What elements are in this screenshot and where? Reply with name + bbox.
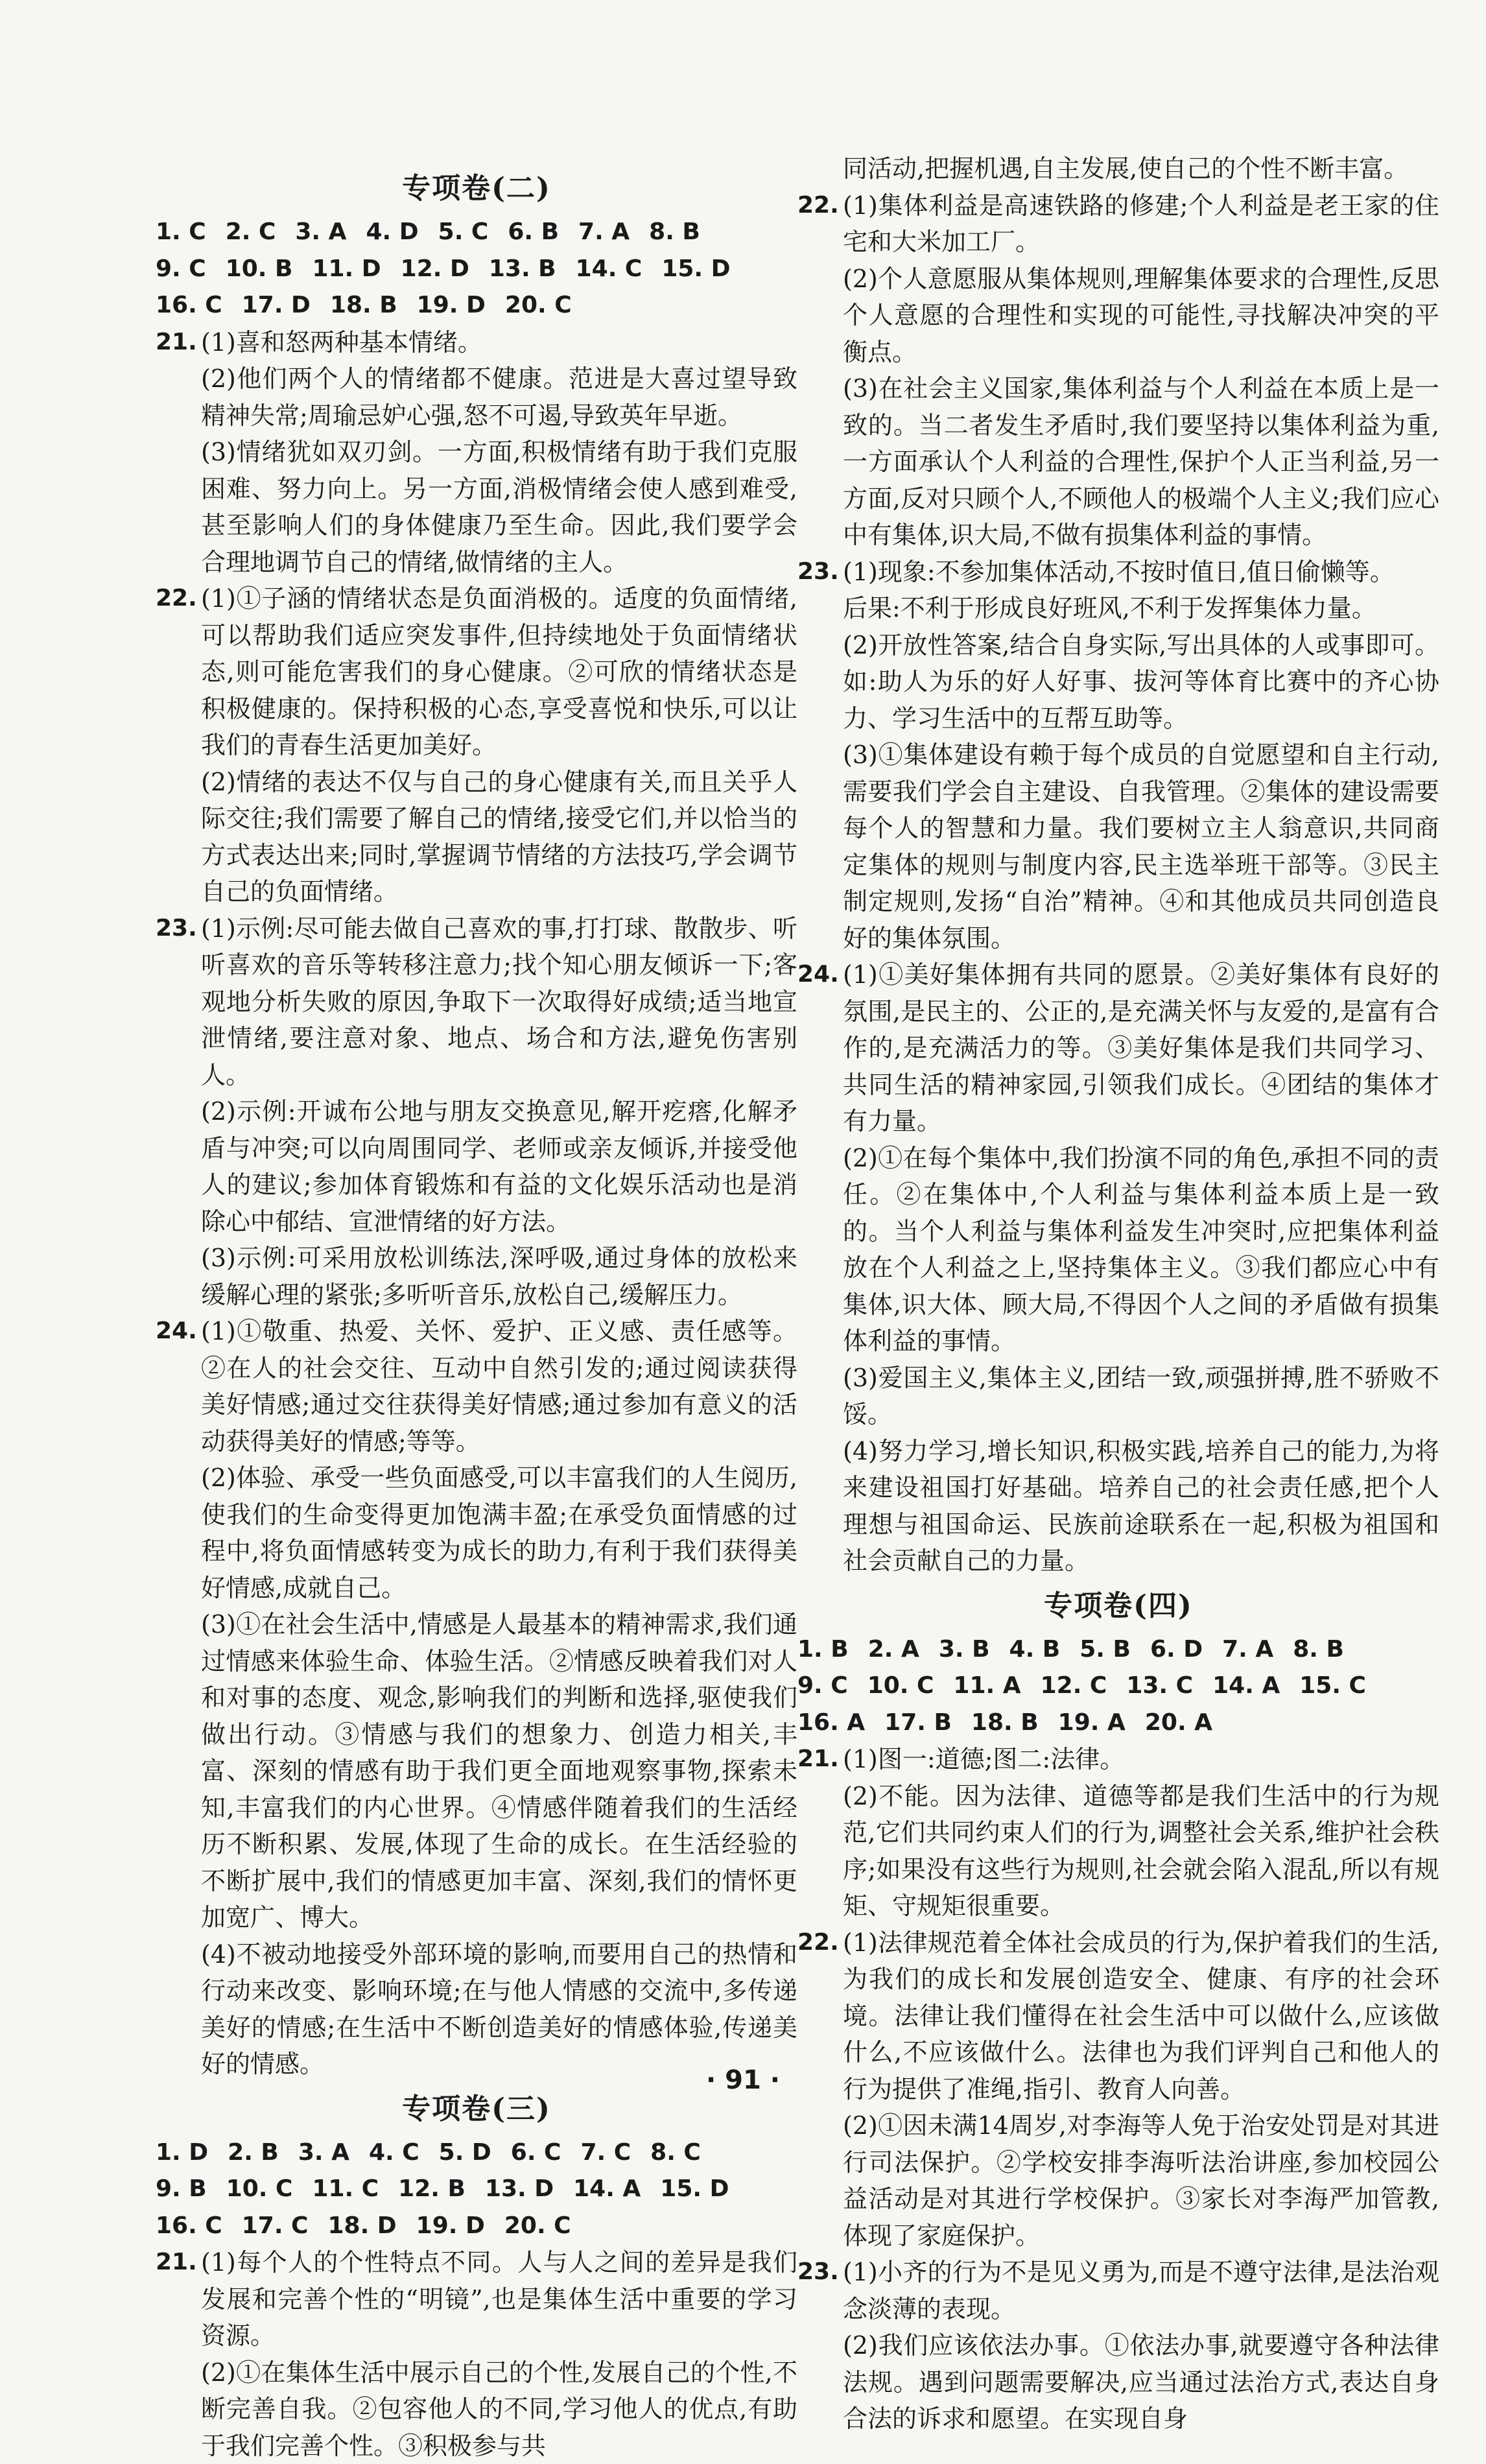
answer-item: 14. C bbox=[576, 255, 643, 282]
answer-item: 6. B bbox=[508, 219, 559, 245]
answer-item: 14. A bbox=[1212, 1672, 1280, 1699]
answer-paragraph: (2)示例:开诚布公地与朋友交换意见,解开疙瘩,化解矛盾与冲突;可以向周围同学、老师或亲友倾诉,并接受他人的建议;参加体育锻炼和有益的文化娱乐活动也是消除心中郁结、宣泄情绪的好方法。 bbox=[201, 1093, 797, 1240]
answer-paragraph: (3)①在社会生活中,情感是人最基本的精神需求,我们通过情感来体验生命、体验生活。②情感反映着我们对人和对事的态度、观念,影响我们的判断和选择,驱使我们做出行动。③情感与我们的想象力、创造力相关,丰富、深刻的情感有助于我们更全面地观察事物,探索未知,丰富我们的内心世界。④情感伴随着我们的生活经历不断积累、发展,体现了生命的成长。在生活经验的不断扩展中,我们的情感更加丰富、深刻,我们的情怀更加宽广、博大。 bbox=[201, 1606, 797, 1936]
question-24 bbox=[797, 956, 1439, 1580]
question-22 bbox=[156, 580, 797, 910]
question-number: 22. bbox=[797, 1925, 839, 1961]
answer-block-3 bbox=[156, 2135, 797, 2245]
section-title-4: 专项卷(四) bbox=[797, 1583, 1439, 1629]
answer-paragraph: (2)不能。因为法律、道德等都是我们生活中的行为规范,它们共同约束人们的行为,调整社会关系,维护社会秩序;如果没有这些行为规则,社会就会陷入混乱,所以有规矩、守规矩很重要。 bbox=[843, 1778, 1439, 1925]
answer-paragraph: (1)①敬重、热爱、关怀、爱护、正义感、责任感等。②在人的社会交往、互动中自然引发的;通过阅读获得美好情感;通过交往获得美好情感;通过参加有意义的活动获得美好的情感;等等。 bbox=[201, 1313, 797, 1460]
answer-item: 17. C bbox=[242, 2212, 309, 2239]
answer-item: 1. B bbox=[797, 1636, 849, 1663]
answer-paragraph: (2)他们两个人的情绪都不健康。范进是大喜过望导致精神失常;周瑜忌妒心强,怒不可遏,导致英年早逝。 bbox=[201, 361, 797, 434]
question-number: 21. bbox=[797, 1741, 839, 1778]
answer-item: 1. C bbox=[156, 219, 206, 245]
answer-item: 11. D bbox=[312, 255, 381, 282]
answer-item: 6. C bbox=[511, 2139, 561, 2166]
answer-item: 7. A bbox=[1222, 1636, 1273, 1663]
answer-paragraph: (1)法律规范着全体社会成员的行为,保护着我们的生活,为我们的成长和发展创造安全、健康、有序的社会环境。法律让我们懂得在社会生活中可以做什么,应该做什么,不应该做什么。法律也为我们评判自己和他人的行为提供了准绳,指引、教育人向善。 bbox=[843, 1925, 1439, 2108]
answer-paragraph: (2)①在每个集体中,我们扮演不同的角色,承担不同的责任。②在集体中,个人利益与集体利益本质上是一致的。当个人利益与集体利益发生冲突时,应把集体利益放在个人利益之上,坚持集体主义。③我们都应心中有集体,识大体、顾大局,不得因个人之间的矛盾做有损集体利益的事情。 bbox=[843, 1140, 1439, 1360]
answer-item: 13. D bbox=[485, 2175, 554, 2202]
answer-paragraph: (1)集体利益是高速铁路的修建;个人利益是老王家的住宅和大米加工厂。 bbox=[843, 187, 1439, 261]
answer-item: 19. D bbox=[417, 292, 486, 318]
answer-paragraph: (4)不被动地接受外部环境的影响,而要用自己的热情和行动来改变、影响环境;在与他人情感的交流中,多传递美好的情感;在生活中不断创造美好的情感体验,传递美好的情感。 bbox=[201, 1936, 797, 2083]
answer-paragraph: (1)①子涵的情绪状态是负面消极的。适度的负面情绪,可以帮助我们适应突发事件,但持续地处于负面情绪状态,则可能危害我们的身心健康。②可欣的情绪状态是积极健康的。保持积极的心态,享受喜悦和快乐,可以让我们的青春生活更加美好。 bbox=[201, 580, 797, 764]
answer-item: 2. C bbox=[226, 219, 276, 245]
answer-item: 10. C bbox=[867, 1672, 934, 1699]
question-23 bbox=[797, 554, 1439, 957]
question-21 bbox=[797, 1741, 1439, 1925]
answer-item: 20. C bbox=[504, 2212, 571, 2239]
answer-item: 12. D bbox=[401, 255, 469, 282]
continued-text: 同活动,把握机遇,自主发展,使自己的个性不断丰富。 bbox=[797, 150, 1439, 187]
answer-paragraph: (1)小齐的行为不是见义勇为,而是不遵守法律,是法治观念淡薄的表现。 bbox=[843, 2254, 1439, 2327]
answer-item: 15. D bbox=[660, 2175, 729, 2202]
question-22 bbox=[797, 187, 1439, 554]
answer-item: 13. C bbox=[1126, 1672, 1193, 1699]
answer-item: 5. D bbox=[439, 2139, 491, 2166]
answer-row bbox=[156, 251, 797, 288]
answer-paragraph: (3)在社会主义国家,集体利益与个人利益在本质上是一致的。当二者发生矛盾时,我们要坚持以集体利益为重,一方面承认个人利益的合理性,保护个人正当利益,另一方面,反对只顾个人,不顾他人的极端个人主义;我们应心中有集体,识大局,不做有损集体利益的事情。 bbox=[843, 370, 1439, 554]
question-number: 21. bbox=[156, 324, 197, 361]
answer-paragraph: (1)每个人的个性特点不同。人与人之间的差异是我们发展和完善个性的“明镜”,也是集体生活中重要的学习资源。 bbox=[201, 2244, 797, 2354]
answer-paragraph: (2)我们应该依法办事。①依法办事,就要遵守各种法律法规。遇到问题需要解决,应当通过法治方式,表达自身合法的诉求和愿望。在实现自身 bbox=[843, 2327, 1439, 2437]
answer-item: 4. D bbox=[366, 219, 419, 245]
answer-paragraph: (4)努力学习,增长知识,积极实践,培养自己的能力,为将来建设祖国打好基础。培养自己的社会责任感,把个人理想与祖国命运、民族前途联系在一起,积极为祖国和社会贡献自己的力量。 bbox=[843, 1433, 1439, 1580]
answer-item: 17. B bbox=[884, 1709, 952, 1736]
answer-paragraph: (3)示例:可采用放松训练法,深呼吸,通过身体的放松来缓解心理的紧张;多听听音乐,放松自己,缓解压力。 bbox=[201, 1240, 797, 1313]
answer-item: 14. A bbox=[573, 2175, 641, 2202]
answer-item: 16. A bbox=[797, 1709, 865, 1736]
answer-item: 8. C bbox=[650, 2139, 701, 2166]
answer-item: 7. A bbox=[578, 219, 630, 245]
question-number: 23. bbox=[797, 2254, 839, 2291]
answer-paragraph: (1)现象:不参加集体活动,不按时值日,值日偷懒等。 bbox=[843, 554, 1439, 591]
answer-item: 13. B bbox=[489, 255, 556, 282]
answer-item: 19. A bbox=[1058, 1709, 1126, 1736]
answer-item: 9. C bbox=[797, 1672, 848, 1699]
answer-paragraph: (2)①因未满14周岁,对李海等人免于治安处罚是对其进行司法保护。②学校安排李海听法治讲座,参加校园公益活动是对其进行学校保护。③家长对李海严加管教,体现了家庭保护。 bbox=[843, 2107, 1439, 2254]
answer-paragraph: (2)情绪的表达不仅与自己的身心健康有关,而且关乎人际交往;我们需要了解自己的情绪,接受它们,并以恰当的方式表达出来;同时,掌握调节情绪的方法技巧,学会调节自己的负面情绪。 bbox=[201, 764, 797, 910]
answer-item: 8. B bbox=[649, 219, 700, 245]
answer-item: 3. B bbox=[939, 1636, 990, 1663]
question-number: 24. bbox=[156, 1313, 197, 1350]
question-21 bbox=[156, 324, 797, 581]
answer-row bbox=[156, 2171, 797, 2208]
question-21 bbox=[156, 2244, 797, 2464]
answer-item: 4. C bbox=[369, 2139, 419, 2166]
answer-item: 16. C bbox=[156, 292, 222, 318]
answer-item: 4. B bbox=[1009, 1636, 1061, 1663]
answer-item: 12. C bbox=[1041, 1672, 1107, 1699]
answer-item: 6. D bbox=[1150, 1636, 1203, 1663]
section-title-2: 专项卷(二) bbox=[156, 166, 797, 211]
answer-item: 1. D bbox=[156, 2139, 208, 2166]
answer-item: 8. B bbox=[1293, 1636, 1344, 1663]
question-number: 22. bbox=[156, 580, 197, 617]
answer-item: 18. B bbox=[330, 292, 397, 318]
answer-block-2 bbox=[156, 214, 797, 324]
answer-item: 15. C bbox=[1299, 1672, 1366, 1699]
answer-paragraph: (1)图一:道德;图二:法律。 bbox=[843, 1741, 1439, 1778]
answer-item: 2. A bbox=[868, 1636, 919, 1663]
answer-item: 9. B bbox=[156, 2175, 207, 2202]
answer-row bbox=[156, 287, 797, 324]
answer-row bbox=[797, 1705, 1439, 1742]
answer-paragraph: (3)①集体建设有赖于每个成员的自觉愿望和自主行动,需要我们学会自主建设、自我管理。②集体的建设需要每个人的智慧和力量。我们要树立主人翁意识,共同商定集体的规则与制度内容,民主选举班干部等。③民主制定规则,发扬“自治”精神。④和其他成员共同创造良好的集体氛围。 bbox=[843, 737, 1439, 956]
answer-item: 3. A bbox=[295, 219, 346, 245]
answer-paragraph: (2)个人意愿服从集体规则,理解集体要求的合理性,反思个人意愿的合理性和实现的可能性,寻找解决冲突的平衡点。 bbox=[843, 261, 1439, 371]
answer-item: 11. A bbox=[953, 1672, 1020, 1699]
answer-item: 9. C bbox=[156, 255, 206, 282]
question-23 bbox=[797, 2254, 1439, 2437]
answer-paragraph: (1)喜和怒两种基本情绪。 bbox=[201, 324, 797, 361]
answer-row bbox=[797, 1668, 1439, 1705]
answer-item: 10. C bbox=[226, 2175, 293, 2202]
question-number: 21. bbox=[156, 2244, 197, 2281]
page-number: · 91 · bbox=[0, 2065, 1486, 2095]
answer-paragraph: (2)①在集体生活中展示自己的个性,发展自己的个性,不断完善自我。②包容他人的不同,学习他人的优点,有助于我们完善个性。③积极参与共 bbox=[201, 2354, 797, 2464]
answer-row bbox=[156, 2135, 797, 2172]
answer-paragraph: (3)情绪犹如双刃剑。一方面,积极情绪有助于我们克服困难、努力向上。另一方面,消极情绪会使人感到难受,甚至影响人们的身体健康乃至生命。因此,我们要学会合理地调节自己的情绪,做情绪的主人。 bbox=[201, 434, 797, 580]
answer-item: 2. B bbox=[228, 2139, 279, 2166]
answer-item: 10. B bbox=[226, 255, 293, 282]
answer-row bbox=[797, 1631, 1439, 1668]
answer-item: 20. C bbox=[505, 292, 572, 318]
answer-row bbox=[156, 214, 797, 251]
answer-item: 5. B bbox=[1079, 1636, 1131, 1663]
answer-paragraph: (1)示例:尽可能去做自己喜欢的事,打打球、散散步、听听喜欢的音乐等转移注意力;找个知心朋友倾诉一下;客观地分析失败的原因,争取下一次取得好成绩;适当地宣泄情绪,要注意对象、地点、场合和方法,避免伤害别人。 bbox=[201, 910, 797, 1094]
answer-item: 12. B bbox=[398, 2175, 466, 2202]
answer-item: 3. A bbox=[298, 2139, 349, 2166]
question-number: 23. bbox=[797, 554, 839, 591]
answer-row bbox=[156, 2208, 797, 2245]
answer-block-4 bbox=[797, 1631, 1439, 1742]
answer-paragraph: (3)爱国主义,集体主义,团结一致,顽强拼搏,胜不骄败不馁。 bbox=[843, 1360, 1439, 1433]
section-title-3: 专项卷(三) bbox=[156, 2087, 797, 2132]
answer-paragraph: (2)体验、承受一些负面感受,可以丰富我们的人生阅历,使我们的生命变得更加饱满丰盈;在承受负面情感的过程中,将负面情感转变为成长的助力,有利于我们获得美好情感,成就自己。 bbox=[201, 1460, 797, 1606]
answer-item: 17. D bbox=[242, 292, 311, 318]
answer-paragraph: (1)①美好集体拥有共同的愿景。②美好集体有良好的氛围,是民主的、公正的,是充满关怀与友爱的,是富有合作的,是充满活力的等。③美好集体是我们共同学习、共同生活的精神家园,引领我们成长。④团结的集体才有力量。 bbox=[843, 956, 1439, 1140]
answer-item: 16. C bbox=[156, 2212, 222, 2239]
answer-item: 18. B bbox=[971, 1709, 1039, 1736]
answer-item: 18. D bbox=[327, 2212, 396, 2239]
answer-item: 15. D bbox=[661, 255, 730, 282]
question-number: 23. bbox=[156, 910, 197, 947]
answer-item: 5. C bbox=[438, 219, 489, 245]
answer-item: 19. D bbox=[416, 2212, 485, 2239]
question-number: 24. bbox=[797, 956, 839, 993]
answer-item: 20. A bbox=[1145, 1709, 1212, 1736]
answer-item: 11. C bbox=[312, 2175, 379, 2202]
answer-paragraph: 后果:不利于形成良好班风,不利于发挥集体力量。 bbox=[843, 590, 1439, 627]
question-23 bbox=[156, 910, 797, 1314]
answer-paragraph: (2)开放性答案,结合自身实际,写出具体的人或事即可。如:助人为乐的好人好事、拔河等体育比赛中的齐心协力、学习生活中的互帮互助等。 bbox=[843, 627, 1439, 737]
question-number: 22. bbox=[797, 187, 839, 224]
answer-item: 7. C bbox=[580, 2139, 631, 2166]
question-24 bbox=[156, 1313, 797, 2083]
left-column bbox=[156, 162, 797, 2464]
